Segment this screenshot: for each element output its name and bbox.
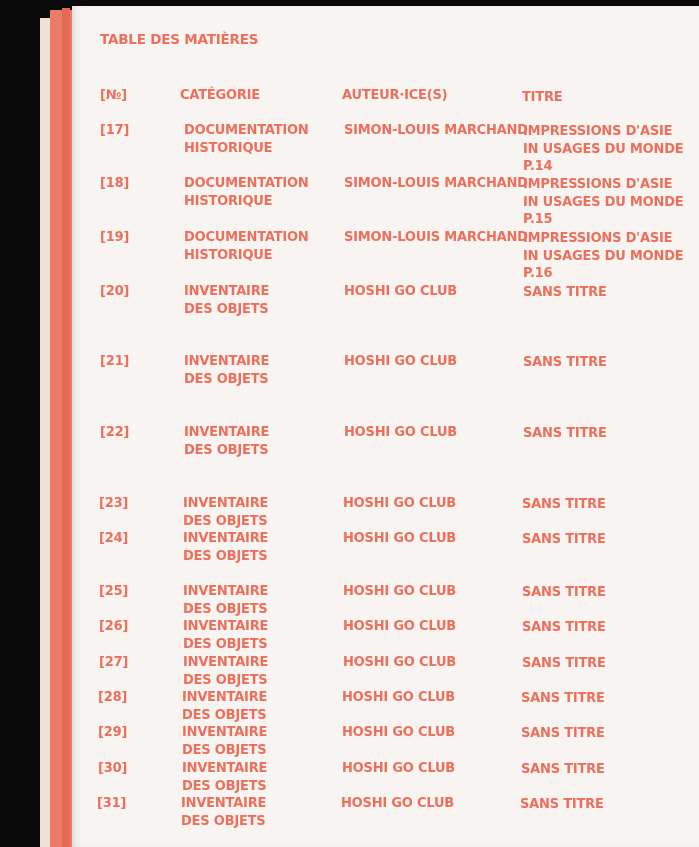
row-category bbox=[183, 495, 268, 530]
row-author-line: HOSHI GO CLUB bbox=[344, 354, 458, 369]
row-category bbox=[184, 122, 309, 157]
row-category-line: INVENTAIRE bbox=[183, 531, 269, 546]
row-category-line: DES OBJETS bbox=[181, 813, 266, 829]
row-category-line: HISTORIQUE bbox=[184, 247, 273, 263]
row-category-line: DES OBJETS bbox=[184, 371, 269, 387]
row-title-line: SANS TITRE bbox=[522, 656, 606, 671]
row-number bbox=[100, 122, 129, 140]
row-category-line: INVENTAIRE bbox=[183, 584, 269, 599]
row-number-line: [26] bbox=[99, 619, 129, 634]
row-number-line: [20] bbox=[100, 284, 130, 299]
row-category bbox=[184, 353, 269, 388]
row-author bbox=[343, 583, 456, 601]
row-category bbox=[182, 760, 267, 795]
row-author bbox=[344, 283, 457, 301]
row-title-line: IMPRESSIONS D'ASIE bbox=[523, 177, 673, 192]
row-number-line: [25] bbox=[99, 584, 129, 599]
row-number-line: [24] bbox=[99, 531, 129, 546]
cover-edge-inner bbox=[62, 8, 70, 847]
row-category-line: INVENTAIRE bbox=[182, 761, 268, 776]
row-number-line: [31] bbox=[97, 796, 127, 811]
row-category-line: DOCUMENTATION bbox=[184, 230, 309, 245]
row-category bbox=[183, 583, 268, 618]
row-number bbox=[99, 654, 128, 672]
row-category-line: DES OBJETS bbox=[183, 636, 268, 652]
row-title-line: SANS TITRE bbox=[523, 426, 607, 441]
row-category-line: DES OBJETS bbox=[183, 513, 268, 529]
row-number-line: [21] bbox=[100, 354, 130, 369]
row-title bbox=[522, 584, 606, 602]
row-number-line: [19] bbox=[100, 230, 130, 245]
row-category-line: DES OBJETS bbox=[184, 301, 269, 317]
row-title-line: SANS TITRE bbox=[522, 585, 606, 600]
row-author-line: HOSHI GO CLUB bbox=[343, 619, 457, 634]
row-category bbox=[184, 424, 269, 459]
row-category bbox=[184, 229, 309, 264]
header-title: TITRE bbox=[522, 90, 563, 105]
row-number bbox=[100, 283, 129, 301]
row-number bbox=[97, 795, 126, 813]
row-title-line: IMPRESSIONS D'ASIE bbox=[523, 231, 673, 246]
row-title bbox=[522, 496, 606, 514]
row-author-line: HOSHI GO CLUB bbox=[343, 584, 457, 599]
row-number-line: [23] bbox=[99, 496, 129, 511]
row-category-line: HISTORIQUE bbox=[184, 140, 273, 156]
header-number: [№] bbox=[100, 88, 127, 103]
row-author bbox=[344, 229, 528, 247]
row-title-line: IN USAGES DU MONDE bbox=[523, 141, 684, 157]
row-author-line: HOSHI GO CLUB bbox=[344, 284, 458, 299]
row-number bbox=[99, 495, 128, 513]
row-title bbox=[523, 284, 607, 302]
row-author bbox=[342, 760, 455, 778]
row-author bbox=[343, 530, 456, 548]
row-author-line: HOSHI GO CLUB bbox=[342, 690, 456, 705]
row-author-line: HOSHI GO CLUB bbox=[341, 796, 455, 811]
row-number bbox=[99, 583, 128, 601]
row-title-line: IN USAGES DU MONDE bbox=[523, 194, 684, 210]
row-title bbox=[523, 230, 683, 283]
row-title-line: SANS TITRE bbox=[522, 620, 606, 635]
row-category-line: INVENTAIRE bbox=[184, 284, 270, 299]
row-title bbox=[521, 690, 605, 708]
row-category-line: DES OBJETS bbox=[183, 548, 268, 564]
row-category-line: INVENTAIRE bbox=[182, 725, 268, 740]
row-category-line: INVENTAIRE bbox=[182, 690, 268, 705]
row-number bbox=[100, 353, 129, 371]
row-title bbox=[523, 425, 607, 443]
row-number bbox=[98, 724, 127, 742]
row-category-line: DOCUMENTATION bbox=[184, 176, 309, 191]
row-number-line: [18] bbox=[100, 176, 130, 191]
row-number bbox=[98, 760, 127, 778]
row-category-line: HISTORIQUE bbox=[184, 193, 273, 209]
row-author bbox=[344, 122, 528, 140]
row-category bbox=[184, 175, 309, 210]
row-number-line: [29] bbox=[98, 725, 128, 740]
row-title bbox=[521, 725, 605, 743]
row-title-line: SANS TITRE bbox=[521, 762, 605, 777]
row-author bbox=[344, 353, 457, 371]
row-author-line: HOSHI GO CLUB bbox=[342, 761, 456, 776]
row-category-line: DES OBJETS bbox=[182, 707, 267, 723]
row-title bbox=[520, 796, 604, 814]
row-author bbox=[343, 495, 456, 513]
row-number-line: [28] bbox=[98, 690, 128, 705]
row-author bbox=[343, 618, 456, 636]
row-number bbox=[98, 689, 127, 707]
row-title bbox=[522, 531, 606, 549]
row-author-line: HOSHI GO CLUB bbox=[343, 655, 457, 670]
row-title-line: SANS TITRE bbox=[521, 726, 605, 741]
row-author-line: HOSHI GO CLUB bbox=[344, 425, 458, 440]
row-category-line: DOCUMENTATION bbox=[184, 123, 309, 138]
row-title bbox=[523, 123, 683, 176]
row-author bbox=[342, 689, 455, 707]
row-author-line: SIMON-LOUIS MARCHAND bbox=[344, 123, 528, 138]
row-number-line: [27] bbox=[99, 655, 129, 670]
row-category bbox=[182, 724, 267, 759]
row-category-line: INVENTAIRE bbox=[184, 425, 270, 440]
row-title-line: SANS TITRE bbox=[522, 532, 606, 547]
row-category bbox=[184, 283, 269, 318]
row-category bbox=[183, 530, 268, 565]
row-category bbox=[183, 618, 268, 653]
row-category-line: DES OBJETS bbox=[182, 742, 267, 758]
row-category-line: INVENTAIRE bbox=[183, 655, 269, 670]
row-title-line: IMPRESSIONS D'ASIE bbox=[523, 124, 673, 139]
header-category: CATÉGORIE bbox=[180, 88, 260, 103]
row-number bbox=[99, 530, 128, 548]
row-title bbox=[521, 761, 605, 779]
row-author-line: SIMON-LOUIS MARCHAND bbox=[344, 176, 528, 191]
row-number-line: [22] bbox=[100, 425, 130, 440]
row-title-line: P.15 bbox=[523, 212, 553, 227]
row-number-line: [30] bbox=[98, 761, 128, 776]
row-number bbox=[100, 175, 129, 193]
row-author bbox=[342, 724, 455, 742]
row-category bbox=[183, 654, 268, 689]
row-title-line: SANS TITRE bbox=[523, 285, 607, 300]
row-number bbox=[99, 618, 128, 636]
row-category-line: DES OBJETS bbox=[184, 442, 269, 458]
table-of-contents-page bbox=[72, 6, 699, 847]
row-author-line: HOSHI GO CLUB bbox=[343, 531, 457, 546]
row-author bbox=[344, 424, 457, 442]
row-author bbox=[343, 654, 456, 672]
row-title bbox=[522, 619, 606, 637]
row-title-line: P.14 bbox=[523, 159, 553, 174]
row-title-line: IN USAGES DU MONDE bbox=[523, 248, 684, 264]
row-author-line: HOSHI GO CLUB bbox=[343, 496, 457, 511]
row-category-line: DES OBJETS bbox=[182, 778, 267, 794]
row-category bbox=[181, 795, 266, 830]
row-category-line: INVENTAIRE bbox=[183, 619, 269, 634]
row-category-line: INVENTAIRE bbox=[183, 496, 269, 511]
row-category-line: DES OBJETS bbox=[183, 601, 268, 617]
row-category-line: INVENTAIRE bbox=[184, 354, 270, 369]
row-author bbox=[341, 795, 454, 813]
row-category-line: DES OBJETS bbox=[183, 672, 268, 688]
row-author bbox=[344, 175, 528, 193]
row-number bbox=[100, 424, 129, 442]
row-title-line: SANS TITRE bbox=[520, 797, 604, 812]
row-title bbox=[522, 655, 606, 673]
row-author-line: HOSHI GO CLUB bbox=[342, 725, 456, 740]
row-author-line: SIMON-LOUIS MARCHAND bbox=[344, 230, 528, 245]
row-title bbox=[523, 176, 683, 229]
row-number-line: [17] bbox=[100, 123, 130, 138]
row-number bbox=[100, 229, 129, 247]
row-category-line: INVENTAIRE bbox=[181, 796, 267, 811]
row-title-line: P.16 bbox=[523, 266, 553, 281]
row-title-line: SANS TITRE bbox=[523, 355, 607, 370]
row-title-line: SANS TITRE bbox=[522, 497, 606, 512]
background-left bbox=[0, 0, 40, 847]
row-category bbox=[182, 689, 267, 724]
header-author: AUTEUR·ICE(S) bbox=[342, 88, 448, 103]
row-title-line: SANS TITRE bbox=[521, 691, 605, 706]
row-title bbox=[523, 354, 607, 372]
page-title: TABLE DES MATIÈRES bbox=[100, 32, 259, 48]
